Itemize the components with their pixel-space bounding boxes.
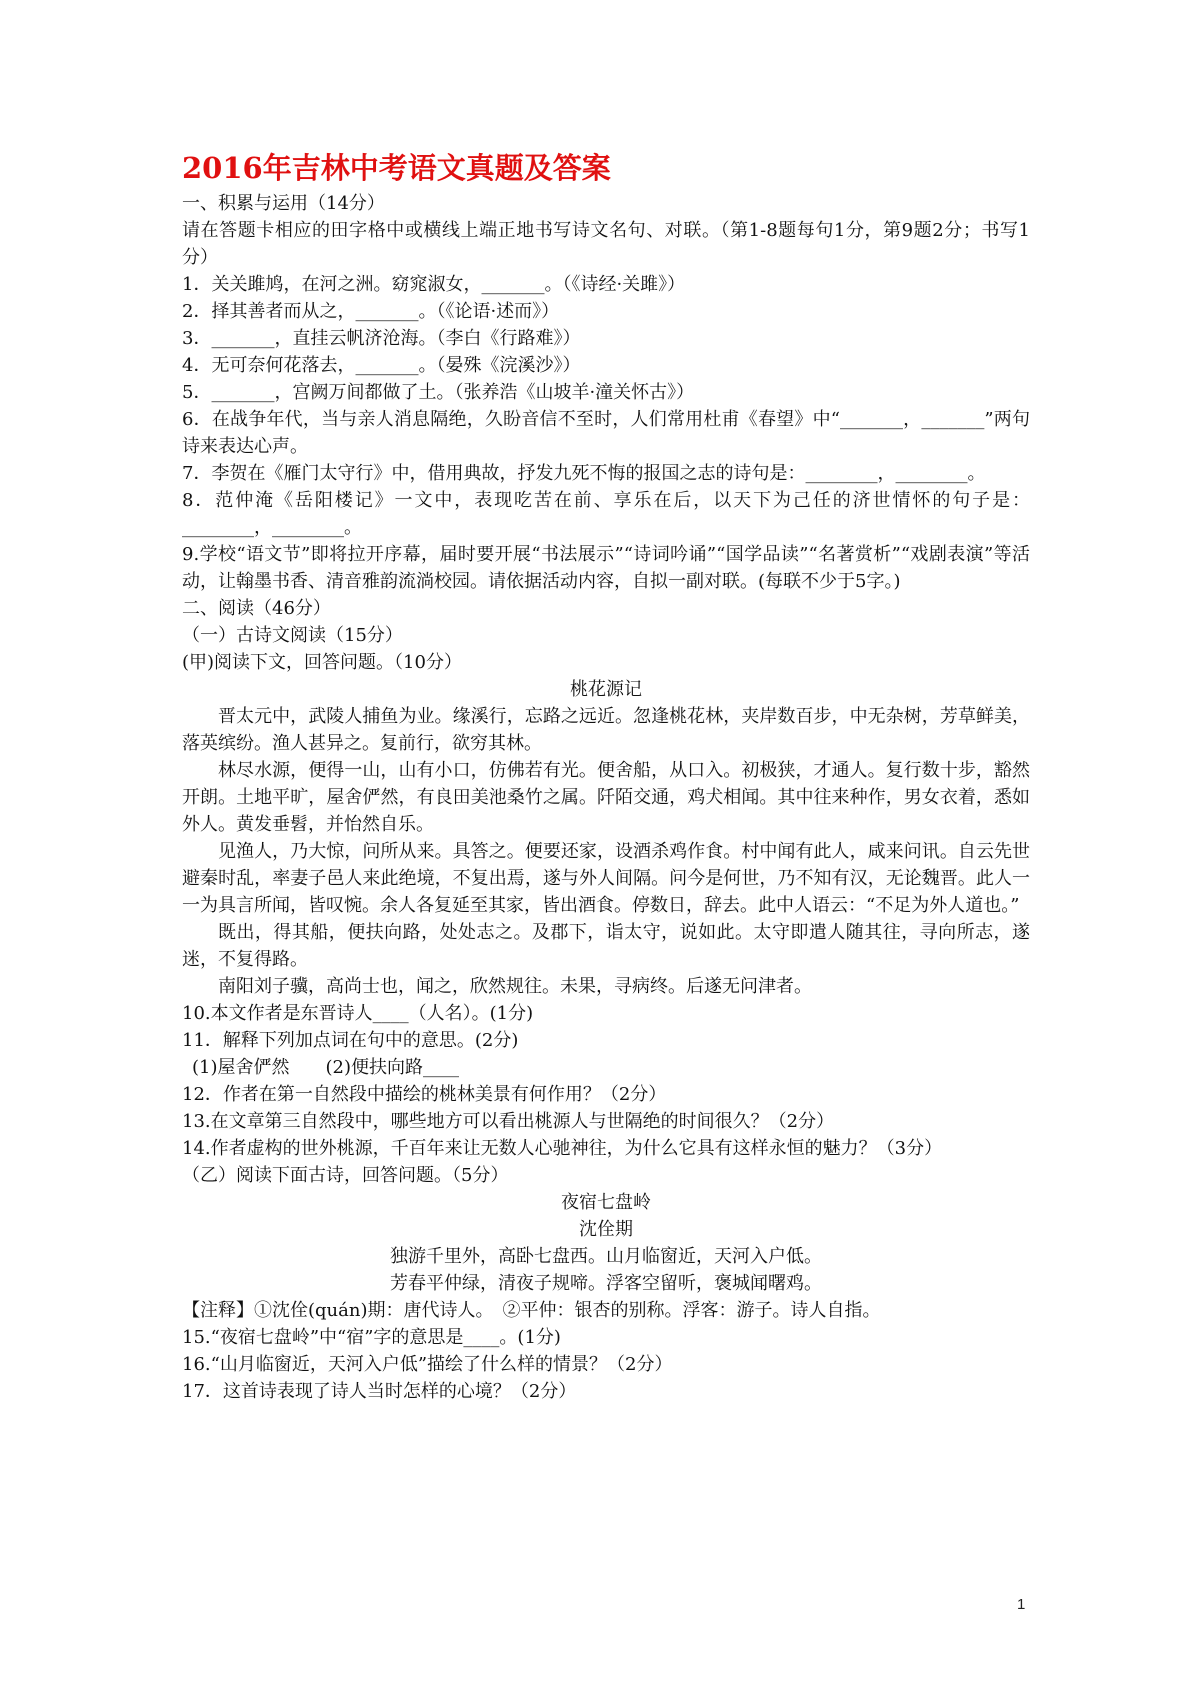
section-2-sub-1: （一）古诗文阅读（15分） bbox=[182, 625, 403, 646]
question-12: 12．作者在第一自然段中描绘的桃林美景有何作用？（2分） bbox=[182, 1084, 667, 1105]
poem-note: 【注释】①沈佺(quán)期：唐代诗人。 ②平仲：银杏的别称。浮客：游子。诗人自指。 bbox=[182, 1300, 881, 1321]
section-2-heading: 二、阅读（46分） bbox=[182, 598, 331, 619]
poem-line-2: 芳春平仲绿，清夜子规啼。浮客空留听，褒城闻曙鸡。 bbox=[390, 1273, 822, 1294]
question-15: 15.“夜宿七盘岭”中“宿”字的意思是____。(1分) bbox=[182, 1327, 561, 1348]
document-title: 2016年吉林中考语文真题及答案 bbox=[182, 151, 611, 185]
part-b-heading: （乙）阅读下面古诗，回答问题。（5分） bbox=[182, 1165, 509, 1186]
document-content bbox=[182, 148, 1030, 1405]
passage-paragraph-1: 晋太元中，武陵人捕鱼为业。缘溪行，忘路之远近。忽逢桃花林，夹岸数百步，中无杂树，芳草鲜美，落英缤纷。渔人甚异之。复前行，欲穷其林。 bbox=[182, 706, 1030, 754]
question-11: 11．解释下列加点词在句中的意思。(2分) bbox=[182, 1030, 519, 1051]
question-8: 8．范仲淹《岳阳楼记》一文中，表现吃苦在前、享乐在后，以天下为己任的济世情怀的句子是：________，________。 bbox=[182, 490, 1030, 538]
page-number: 1 bbox=[1017, 1596, 1026, 1613]
question-9: 9.学校“语文节”即将拉开序幕，届时要开展“书法展示”“诗词吟诵”“国学品读”“名著赏析”“戏剧表演”等活动，让翰墨书香、清音雅韵流淌校园。请依据活动内容，自拟一副对联。(每联不少于5字。) bbox=[182, 544, 1030, 592]
question-4: 4．无可奈何花落去，_______。（晏殊《浣溪沙》） bbox=[182, 355, 581, 376]
section-1-heading: 一、积累与运用（14分） bbox=[182, 193, 385, 214]
poem-line-1: 独游千里外，高卧七盘西。山月临窗近，天河入户低。 bbox=[390, 1246, 822, 1267]
question-17: 17．这首诗表现了诗人当时怎样的心境？（2分） bbox=[182, 1381, 577, 1402]
section-1-instruction: 请在答题卡相应的田字格中或横线上端正地书写诗文名句、对联。（第1-8题每句1分，第9题2分；书写1分） bbox=[182, 220, 1030, 268]
question-1: 1．关关雎鸠，在河之洲。窈窕淑女，_______。（《诗经·关雎》） bbox=[182, 274, 686, 295]
question-7: 7．李贺在《雁门太守行》中，借用典故，抒发九死不悔的报国之志的诗句是：________，________。 bbox=[182, 463, 986, 484]
question-6: 6．在战争年代，当与亲人消息隔绝，久盼音信不至时，人们常用杜甫《春望》中“_______，_______”两句诗来表达心声。 bbox=[182, 409, 1030, 457]
passage-title: 桃花源记 bbox=[570, 679, 642, 700]
passage-paragraph-5: 南阳刘子骥，高尚士也，闻之，欣然规往。未果，寻病终。后遂无问津者。 bbox=[218, 976, 812, 997]
passage-paragraph-3: 见渔人，乃大惊，问所从来。具答之。便要还家，设酒杀鸡作食。村中闻有此人，咸来问讯。自云先世避秦时乱，率妻子邑人来此绝境，不复出焉，遂与外人间隔。问今是何世，乃不知有汉，无论魏晋。此人一一为具言所闻，皆叹惋。余人各复延至其家，皆出酒食。停数日，辞去。此中人语云：“不足为外人道也。” bbox=[182, 841, 1030, 916]
question-13: 13.在文章第三自然段中，哪些地方可以看出桃源人与世隔绝的时间很久？（2分） bbox=[182, 1111, 835, 1132]
passage-paragraph-2: 林尽水源，便得一山，山有小口，仿佛若有光。便舍船，从口入。初极狭，才通人。复行数十步，豁然开朗。土地平旷，屋舍俨然，有良田美池桑竹之属。阡陌交通，鸡犬相闻。其中往来种作，男女衣着，悉如外人。黄发垂髫，并怡然自乐。 bbox=[182, 760, 1030, 835]
question-10: 10.本文作者是东晋诗人____（人名）。(1分) bbox=[182, 1003, 534, 1024]
question-3: 3．_______，直挂云帆济沧海。（李白《行路难》） bbox=[182, 328, 581, 349]
question-5: 5．_______，宫阙万间都做了土。（张养浩《山坡羊·潼关怀古》） bbox=[182, 382, 695, 403]
poem-author: 沈佺期 bbox=[579, 1219, 633, 1240]
part-a-heading: (甲)阅读下文，回答问题。（10分） bbox=[182, 652, 462, 673]
poem-title: 夜宿七盘岭 bbox=[561, 1192, 651, 1213]
question-16: 16.“山月临窗近，天河入户低”描绘了什么样的情景？（2分） bbox=[182, 1354, 673, 1375]
question-14: 14.作者虚构的世外桃源，千百年来让无数人心驰神往，为什么它具有这样永恒的魅力？（3分） bbox=[182, 1138, 943, 1159]
passage-paragraph-4: 既出，得其船，便扶向路，处处志之。及郡下，诣太守，说如此。太守即遣人随其往，寻向所志，遂迷，不复得路。 bbox=[182, 922, 1030, 970]
question-2: 2．择其善者而从之，_______。（《论语·述而》） bbox=[182, 301, 560, 322]
question-11-items: (1)屋舍俨然 (2)便扶向路____ bbox=[192, 1057, 459, 1078]
